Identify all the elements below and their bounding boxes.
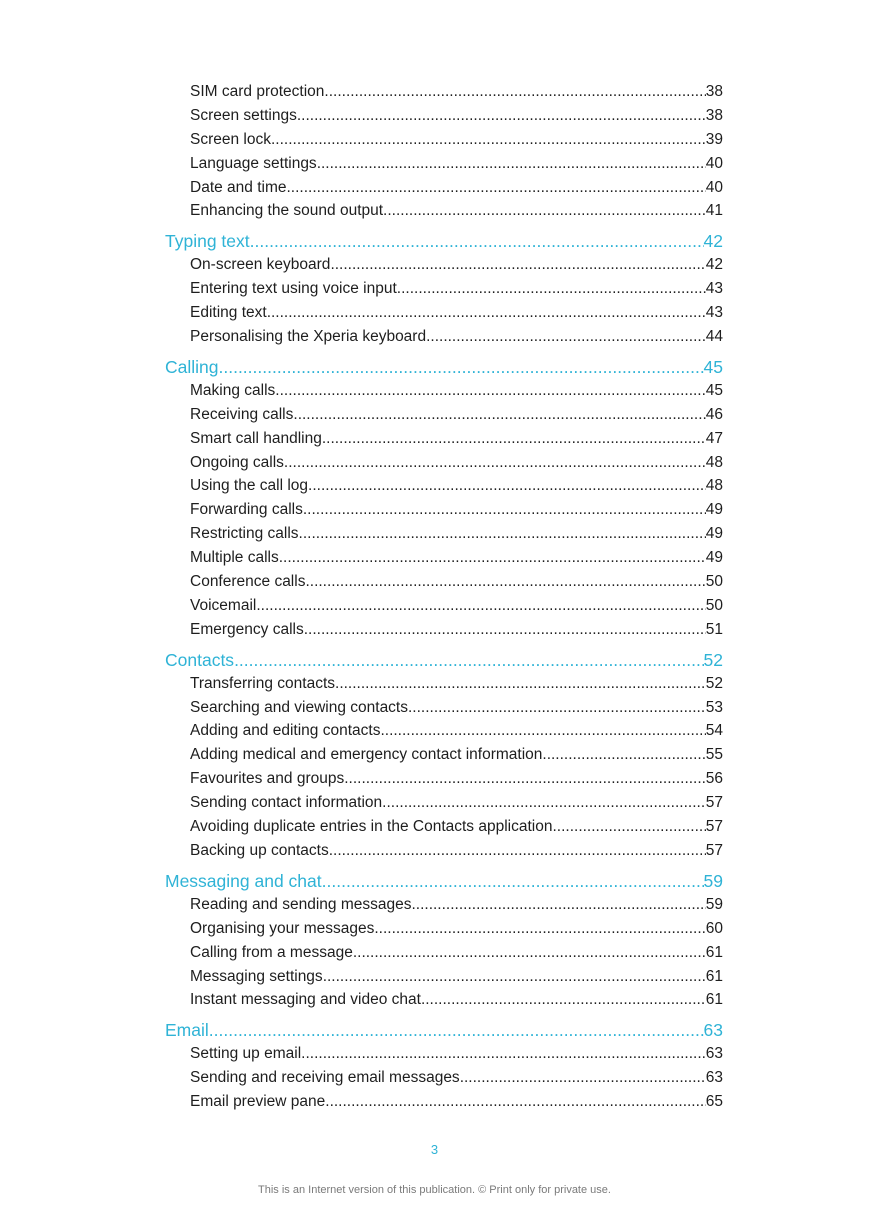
toc-dot-leader: [271, 128, 706, 152]
toc-section-entry[interactable]: [165, 176, 723, 200]
toc-entry-title: Screen settings: [190, 106, 297, 124]
toc-entry-title: Date and time: [190, 178, 287, 196]
toc-section-entry[interactable]: [165, 104, 723, 128]
toc-entry-title: Entering text using voice input: [190, 280, 397, 298]
toc-section-entry[interactable]: [165, 1042, 723, 1066]
toc-entry-title: Contacts: [165, 649, 235, 670]
toc-chapter-entry[interactable]: [165, 648, 723, 672]
toc-dot-leader: [293, 403, 705, 427]
toc-entry-page: 47: [705, 429, 723, 447]
toc-section-entry[interactable]: [165, 839, 723, 863]
toc-entry-title: Typing text: [165, 231, 250, 252]
toc-entry-page: 63: [705, 1069, 723, 1087]
toc-dot-leader: [408, 696, 706, 720]
toc-section-entry[interactable]: [165, 618, 723, 642]
toc-entry-page: 42: [705, 256, 723, 274]
toc-entry-page: 50: [705, 596, 723, 614]
toc-dot-leader: [552, 815, 705, 839]
toc-dot-leader: [330, 253, 705, 277]
toc-dot-leader: [305, 570, 705, 594]
toc-entry-title: Email preview pane: [190, 1093, 326, 1111]
toc-entry-page: 57: [705, 841, 723, 859]
toc-chapter-entry[interactable]: [165, 1018, 723, 1042]
toc-dot-leader: [322, 427, 706, 451]
toc-entry-title: Searching and viewing contacts: [190, 698, 408, 716]
toc-dot-leader: [421, 988, 706, 1012]
toc-dot-leader: [353, 941, 706, 965]
toc-entry-title: Editing text: [190, 304, 267, 322]
toc-section-entry[interactable]: [165, 325, 723, 349]
toc-section-entry[interactable]: [165, 451, 723, 475]
toc-entry-page: 42: [703, 231, 723, 252]
toc-entry-title: Transferring contacts: [190, 674, 336, 692]
toc-entry-title: Sending and receiving email messages: [190, 1069, 460, 1087]
toc-dot-leader: [301, 1042, 706, 1066]
toc-dot-leader: [323, 965, 706, 989]
toc-entry-title: Reading and sending messages: [190, 895, 412, 913]
toc-dot-leader: [287, 176, 706, 200]
toc-section-entry[interactable]: [165, 570, 723, 594]
toc-entry-title: Conference calls: [190, 573, 306, 591]
toc-entry-title: Multiple calls: [190, 549, 279, 567]
toc-entry-page: 57: [705, 818, 723, 836]
toc-entry-title: Favourites and groups: [190, 770, 345, 788]
toc-dot-leader: [284, 451, 706, 475]
toc-dot-leader: [374, 917, 705, 941]
toc-entry-page: 51: [705, 620, 723, 638]
toc-dot-leader: [322, 869, 704, 893]
toc-dot-leader: [209, 1018, 704, 1042]
toc-dot-leader: [382, 791, 706, 815]
toc-entry-page: 38: [705, 83, 723, 100]
toc-entry-page: 44: [705, 328, 723, 346]
toc-entry-title: Voicemail: [190, 596, 257, 614]
toc-entry-page: 55: [705, 746, 723, 764]
toc-section-entry[interactable]: [165, 253, 723, 277]
toc-entry-title: Instant messaging and video chat: [190, 991, 421, 1009]
toc-entry-page: 53: [705, 698, 723, 716]
toc-dot-leader: [256, 594, 705, 618]
toc-section-entry[interactable]: [165, 199, 723, 223]
toc-entry-page: 59: [705, 895, 723, 913]
toc-entry-title: Avoiding duplicate entries in the Contacts application: [190, 818, 553, 836]
toc-section-entry[interactable]: [165, 80, 723, 104]
toc-section-entry[interactable]: [165, 546, 723, 570]
toc-entry-title: Restricting calls: [190, 525, 299, 543]
toc-section-entry[interactable]: [165, 893, 723, 917]
page-number: 3: [430, 1142, 439, 1157]
toc-dot-leader: [304, 618, 706, 642]
toc-dot-leader: [383, 199, 706, 223]
toc-entry-page: 43: [705, 304, 723, 322]
toc-entry-page: 49: [705, 549, 723, 567]
toc-entry-title: Using the call log: [190, 477, 309, 495]
toc-section-entry[interactable]: [165, 1066, 723, 1090]
toc-dot-leader: [267, 301, 706, 325]
footer-note: This is an Internet version of this publication. © Print only for private use.: [258, 1184, 611, 1196]
toc-dot-leader: [234, 648, 703, 672]
toc-entry-title: Smart call handling: [190, 429, 322, 447]
toc-dot-leader: [303, 498, 706, 522]
toc-section-entry[interactable]: [165, 988, 723, 1012]
toc-section-entry[interactable]: [165, 594, 723, 618]
toc-section-entry[interactable]: [165, 1090, 723, 1114]
toc-section-entry[interactable]: [165, 815, 723, 839]
toc-section-entry[interactable]: [165, 696, 723, 720]
toc-dot-leader: [324, 80, 705, 104]
toc-entry-title: Personalising the Xperia keyboard: [190, 328, 427, 346]
toc-section-entry[interactable]: [165, 743, 723, 767]
toc-entry-page: 50: [705, 573, 723, 591]
toc-dot-leader: [329, 839, 706, 863]
toc-entry-page: 52: [703, 649, 723, 670]
toc-entry-page: 61: [705, 991, 723, 1009]
toc-entry-title: Sending contact information: [190, 794, 383, 812]
toc-entry-page: 40: [705, 178, 723, 196]
toc-entry-page: 45: [705, 381, 723, 399]
toc-section-entry[interactable]: [165, 152, 723, 176]
toc-dot-leader: [325, 1090, 705, 1114]
toc-section-entry[interactable]: [165, 427, 723, 451]
toc-entry-title: On-screen keyboard: [190, 256, 331, 274]
toc-entry-title: Screen lock: [190, 130, 271, 148]
toc-dot-leader: [426, 325, 706, 349]
toc-section-entry[interactable]: [165, 277, 723, 301]
toc-section-entry[interactable]: [165, 301, 723, 325]
toc-entry-page: 57: [705, 794, 723, 812]
toc-section-entry[interactable]: [165, 767, 723, 791]
toc-dot-leader: [308, 474, 706, 498]
toc-chapter-entry[interactable]: [165, 355, 723, 379]
toc-entry-title: Adding medical and emergency contact information: [190, 746, 543, 764]
toc-entry-title: Enhancing the sound output: [190, 202, 384, 220]
toc-dot-leader: [542, 743, 705, 767]
toc-entry-page: 52: [705, 674, 723, 692]
toc-entry-title: Backing up contacts: [190, 841, 329, 859]
toc-entry-page: 38: [705, 106, 723, 124]
toc-entry-title: Ongoing calls: [190, 453, 284, 471]
toc-entry-title: Email: [165, 1020, 209, 1041]
toc-dot-leader: [397, 277, 706, 301]
toc-entry-page: 41: [705, 202, 723, 220]
toc-entry-page: 48: [705, 453, 723, 471]
toc-entry-title: Organising your messages: [190, 919, 375, 937]
toc-entry-page: 56: [705, 770, 723, 788]
toc-entry-page: 60: [705, 919, 723, 937]
toc-entry-page: 46: [705, 405, 723, 423]
toc-dot-leader: [297, 104, 706, 128]
toc-section-entry[interactable]: [165, 474, 723, 498]
toc-dot-leader: [344, 767, 706, 791]
toc-entry-title: Messaging and chat: [165, 870, 322, 891]
toc-entry-title: Messaging settings: [190, 967, 323, 985]
toc-dot-leader: [279, 546, 706, 570]
toc-section-entry[interactable]: [165, 128, 723, 152]
toc-section-entry[interactable]: [165, 917, 723, 941]
toc-entry-title: Receiving calls: [190, 405, 294, 423]
toc-entry-title: Emergency calls: [190, 620, 304, 638]
toc-entry-page: 63: [703, 1020, 723, 1041]
toc-entry-page: 48: [705, 477, 723, 495]
toc-section-entry[interactable]: [165, 498, 723, 522]
toc-dot-leader: [275, 379, 705, 403]
toc-entry-page: 49: [705, 525, 723, 543]
toc-entry-page: 39: [705, 130, 723, 148]
toc-entry-title: Setting up email: [190, 1045, 302, 1063]
toc-entry-title: SIM card protection: [190, 83, 325, 100]
table-of-contents: [165, 80, 723, 1114]
toc-dot-leader: [380, 719, 705, 743]
toc-entry-title: Calling from a message: [190, 943, 353, 961]
toc-section-entry[interactable]: [165, 672, 723, 696]
toc-section-entry[interactable]: [165, 403, 723, 427]
toc-dot-leader: [317, 152, 706, 176]
toc-section-entry[interactable]: [165, 379, 723, 403]
toc-dot-leader: [335, 672, 706, 696]
toc-section-entry[interactable]: [165, 941, 723, 965]
toc-entry-page: 63: [705, 1045, 723, 1063]
toc-entry-page: 45: [703, 356, 723, 377]
toc-entry-title: Calling: [165, 356, 219, 377]
toc-dot-leader: [250, 229, 704, 253]
toc-entry-page: 59: [703, 870, 723, 891]
toc-entry-page: 49: [705, 501, 723, 519]
toc-entry-page: 61: [705, 943, 723, 961]
toc-chapter-entry[interactable]: [165, 869, 723, 893]
toc-section-entry[interactable]: [165, 522, 723, 546]
toc-entry-title: Adding and editing contacts: [190, 722, 381, 740]
toc-section-entry[interactable]: [165, 719, 723, 743]
toc-entry-page: 54: [705, 722, 723, 740]
toc-entry-page: 61: [705, 967, 723, 985]
toc-section-entry[interactable]: [165, 791, 723, 815]
toc-dot-leader: [411, 893, 705, 917]
toc-dot-leader: [460, 1066, 706, 1090]
toc-entry-title: Forwarding calls: [190, 501, 303, 519]
toc-chapter-entry[interactable]: [165, 229, 723, 253]
toc-dot-leader: [219, 355, 704, 379]
toc-section-entry[interactable]: [165, 965, 723, 989]
toc-entry-title: Language settings: [190, 154, 317, 172]
toc-entry-title: Making calls: [190, 381, 276, 399]
toc-dot-leader: [299, 522, 706, 546]
toc-entry-page: 43: [705, 280, 723, 298]
toc-entry-page: 40: [705, 154, 723, 172]
toc-entry-page: 65: [705, 1093, 723, 1111]
